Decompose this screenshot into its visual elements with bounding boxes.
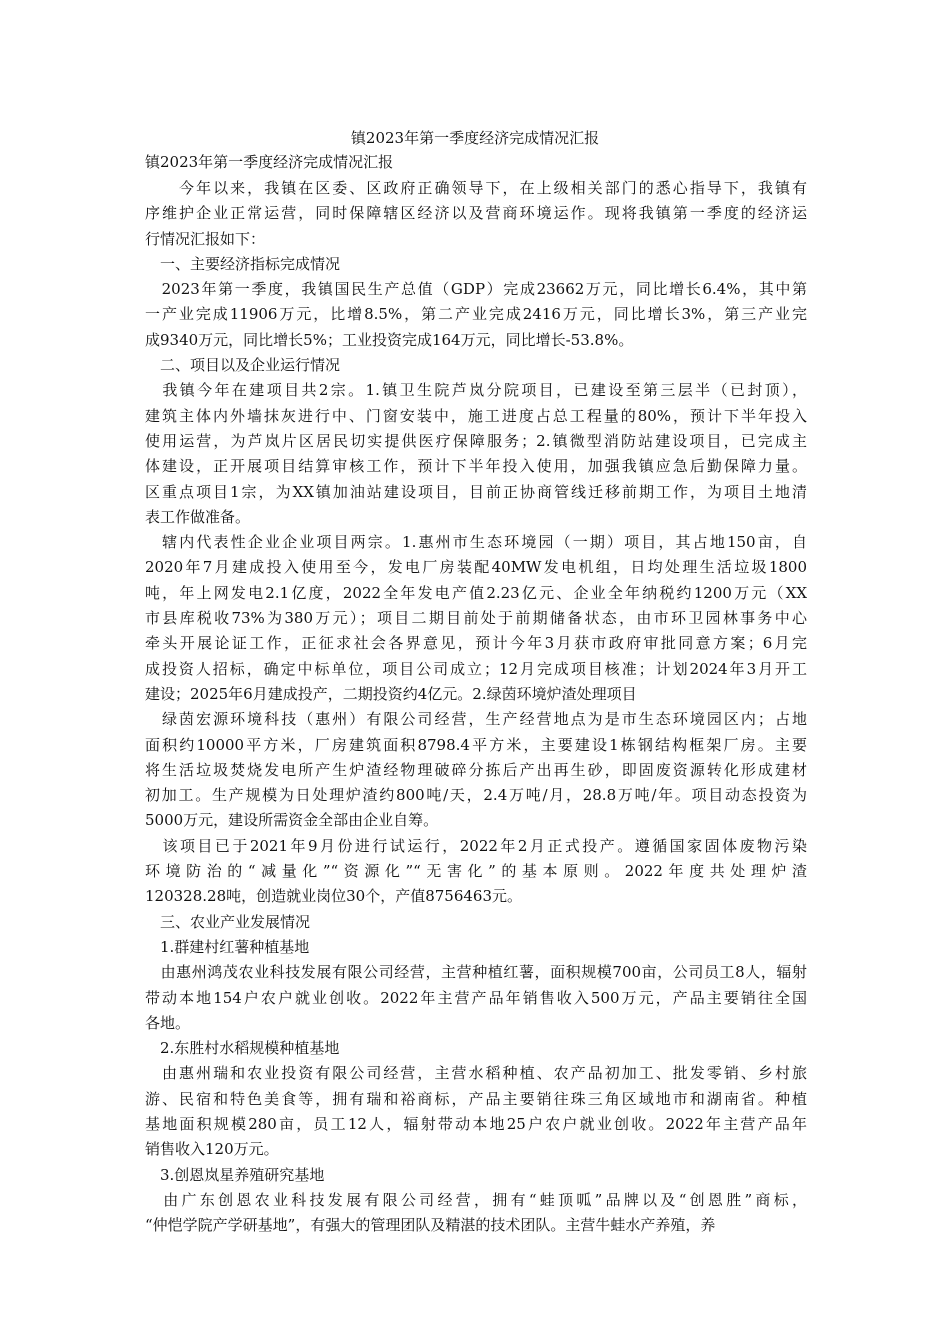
paragraph-line: 建筑主体内外墙抹灰进行中、门窗安装中，施工进度占总工程量的80%，预计下半年投入: [145, 406, 807, 425]
paragraph-line: 2023年第一季度，我镇国民生产总值（GDP）完成23662万元，同比增长6.4%，其中第: [145, 280, 807, 299]
paragraph: [145, 960, 807, 1036]
paragraph: [145, 1061, 807, 1162]
paragraph-line: 由惠州鸿茂农业科技发展有限公司经营，主营种植红薯，面积规模700亩，公司员工8人，辐射: [145, 963, 807, 982]
paragraph-line: 行情况汇报如下：: [145, 229, 266, 248]
paragraph: [145, 1036, 807, 1061]
paragraph-line: 初加工。生产规模为日处理炉渣约800吨/天，2.4万吨/月，28.8万吨/年。项目动态投资为: [145, 786, 807, 805]
paragraph: [145, 378, 807, 530]
paragraph-line: 面积约10000平方米，厂房建筑面积8798.4平方米，主要建设1栋钢结构框架厂房。主要: [145, 735, 807, 754]
paragraph-line: 区重点项目1宗，为XX镇加油站建设项目，目前正协商管线迁移前期工作，为项目土地清: [145, 482, 807, 501]
paragraph-line: 二、项目以及企业运行情况: [145, 356, 341, 375]
paragraph-line: 我镇今年在建项目共2宗。1.镇卫生院芦岚分院项目，已建设至第三层半（已封顶），: [145, 381, 807, 400]
paragraph: [145, 176, 807, 252]
paragraph-line: 建设；2025年6月建成投产，二期投资约4亿元。2.绿茵环境炉渣处理项目: [145, 684, 637, 703]
paragraph-line: 绿茵宏源环境科技（惠州）有限公司经营，生产经营地点为是市生态环境园区内；占地: [145, 710, 807, 729]
paragraph-line: 三、农业产业发展情况: [145, 912, 311, 931]
paragraph-line: 5000万元，建设所需资金全部由企业自筹。: [145, 811, 439, 830]
paragraph-line: 体建设，正开展项目结算审核工作，预计下半年投入使用，加强我镇应急后勤保障力量。: [145, 457, 807, 476]
document-subtitle: 镇2023年第一季度经济完成情况汇报: [145, 153, 394, 171]
paragraph: [145, 910, 807, 935]
document-title: 镇2023年第一季度经济完成情况汇报: [350, 129, 600, 147]
paragraph: [145, 834, 807, 910]
paragraph-line: 吨，年上网发电2.1亿度，2022全年发电产值2.23亿元、企业全年纳税约1200万元（XX: [145, 583, 807, 602]
paragraph-line: 辖内代表性企业企业项目两宗。1.惠州市生态环境园（一期）项目，其占地150亩，自: [145, 533, 807, 552]
paragraph-line: 1.群建村红薯种植基地: [145, 937, 310, 956]
paragraph-line: 游、民宿和特色美食等，拥有瑞和裕商标，产品主要销往珠三角区域地市和湖南省。种植: [145, 1089, 807, 1108]
paragraph: [145, 1188, 807, 1239]
paragraph-line: 成9340万元，同比增长5%；工业投资完成164万元，同比增长-53.8%。: [145, 330, 634, 349]
paragraph-line: 市县库税收73%为380万元）；项目二期目前处于前期储备状态，由市环卫园林事务中心: [145, 609, 807, 628]
paragraph: [145, 353, 807, 378]
paragraph-line: 牵头开展论证工作，正征求社会各界意见，预计今年3月获市政府审批同意方案；6月完: [145, 634, 807, 653]
paragraph-line: 今年以来，我镇在区委、区政府正确领导下，在上级相关部门的悉心指导下，我镇有: [145, 179, 807, 197]
paragraph-line: 表工作做准备。: [145, 507, 251, 526]
paragraph-line: 使用运营，为芦岚片区居民切实提供医疗保障服务；2.镇微型消防站建设项目，已完成主: [145, 431, 807, 450]
paragraph-line: 将生活垃圾焚烧发电所产生炉渣经物理破碎分拣后产出再生砂，即固废资源转化形成建材: [145, 760, 807, 779]
paragraph-line: 各地。: [145, 1013, 191, 1032]
paragraph-line: 销售收入120万元。: [145, 1140, 279, 1159]
paragraph-line: 由广东创恩农业科技发展有限公司经营，拥有“蛙顶呱”品牌以及“创恩胜”商标，: [145, 1190, 807, 1209]
paragraph: [145, 530, 807, 707]
paragraph-line: 2020年7月建成投入使用至今，发电厂房装配40MW发电机组，日均处理生活垃圾1800: [145, 558, 807, 577]
paragraph: [145, 935, 807, 960]
paragraph-line: 环境防治的“减量化”“资源化”“无害化”的基本原则。2022年度共处理炉渣: [145, 862, 807, 881]
paragraph-line: 基地面积规模280亩，员工12人，辐射带动本地25户农户就业创收。2022年主营产品年: [145, 1114, 807, 1133]
paragraph-line: 成投资人招标，确定中标单位，项目公司成立；12月完成项目核准；计划2024年3月开工: [145, 659, 807, 678]
paragraph-line: 由惠州瑞和农业投资有限公司经营，主营水稻种植、农产品初加工、批发零销、乡村旅: [145, 1064, 807, 1083]
paragraph: [145, 252, 807, 277]
paragraph-line: 带动本地154户农户就业创收。2022年主营产品年销售收入500万元，产品主要销往全国: [145, 988, 807, 1007]
paragraph-line: 一、主要经济指标完成情况: [145, 254, 341, 273]
paragraph-line: “仲恺学院产学研基地”，有强大的管理团队及精湛的技术团队。主营牛蛙水产养殖，养: [145, 1216, 716, 1235]
paragraph-line: 2.东胜村水稻规模种植基地: [145, 1039, 340, 1058]
paragraph-line: 120328.28吨，创造就业岗位30个，产值8756463元。: [145, 887, 523, 906]
paragraph: [145, 707, 807, 833]
paragraph-line: 该项目已于2021年9月份进行试运行，2022年2月正式投产。遵循国家固体废物污染: [145, 836, 807, 855]
paragraph: [145, 1163, 807, 1188]
paragraph-line: 一产业完成11906万元，比增8.5%，第二产业完成2416万元，同比增长3%，第三产业完: [145, 305, 807, 324]
document-body: [145, 176, 807, 1238]
paragraph-line: 3.创恩岚星养殖研究基地: [145, 1165, 325, 1184]
paragraph-line: 序维护企业正常运营，同时保障辖区经济以及营商环境运作。现将我镇第一季度的经济运: [145, 204, 807, 223]
paragraph: [145, 277, 807, 353]
